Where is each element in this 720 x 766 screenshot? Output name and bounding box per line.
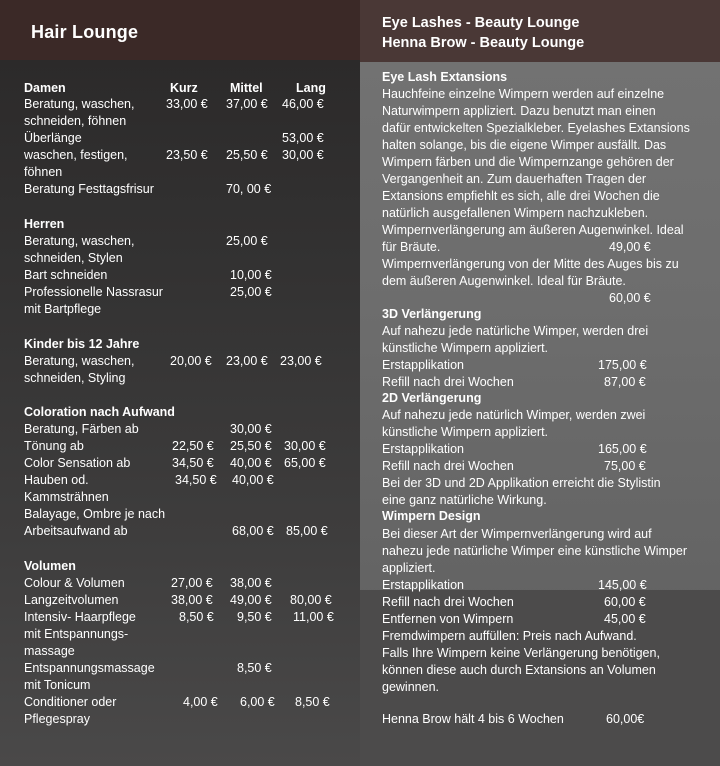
paragraph-line: Vergangenheit an. Zum dauerhaften Tragen der	[382, 172, 647, 186]
price-value: 45,00 €	[604, 612, 646, 626]
service-label: Color Sensation ab	[24, 456, 131, 470]
paragraph-line: künstliche Wimpern appliziert.	[382, 425, 549, 439]
price-mittel: 49,00 €	[230, 593, 272, 607]
2d-verlaengerung-heading: 2D Verlängerung	[382, 391, 482, 405]
eye-lashes-title: Eye Lashes - Beauty Lounge	[382, 15, 580, 31]
service-label: mit Entspannungs-	[24, 627, 129, 641]
price-lang: 80,00 €	[290, 593, 332, 607]
paragraph-line: dem äußeren Augenwinkel. Ideal für Bräute.	[382, 274, 626, 288]
col-lang: Lang	[296, 81, 326, 95]
paragraph-line: Naturwimpern appliziert. Dazu benutzt man einen	[382, 104, 656, 118]
price-mittel: 9,50 €	[237, 610, 272, 624]
paragraph-line: appliziert.	[382, 561, 436, 575]
price-value: 165,00 €	[598, 442, 647, 456]
paragraph-line: Bei der 3D und 2D Applikation erreicht die Stylistin	[382, 476, 661, 490]
paragraph-line: für Bräute.	[382, 240, 441, 254]
paragraph-line: künstliche Wimpern appliziert.	[382, 341, 549, 355]
volumen-heading: Volumen	[24, 559, 76, 573]
service-label: schneiden, Styling	[24, 371, 126, 385]
col-mittel: Mittel	[230, 81, 263, 95]
price-kurz: 34,50 €	[172, 456, 214, 470]
price-mittel: 25,00 €	[230, 285, 272, 299]
price-mittel: 70, 00 €	[226, 182, 272, 196]
service-label: mit Bartpflege	[24, 302, 102, 316]
service-label: Bart schneiden	[24, 268, 108, 282]
price-kurz: 23,50 €	[166, 148, 208, 162]
henna-brow-text: Henna Brow hält 4 bis 6 Wochen	[382, 712, 564, 726]
price-lang: 30,00 €	[284, 439, 326, 453]
paragraph-line: eine ganz natürliche Wirkung.	[382, 493, 547, 507]
price-value: 49,00 €	[609, 240, 651, 254]
price-mittel: 30,00 €	[230, 422, 272, 436]
paragraph-line: Extansions empfiehlt es sich, alle drei Wochen die	[382, 189, 660, 203]
paragraph-line: Bei dieser Art der Wimpernverlängerung wird auf	[382, 527, 652, 541]
price-row-label: Erstapplikation	[382, 358, 464, 372]
price-value: 175,00 €	[598, 358, 647, 372]
3d-verlaengerung-heading: 3D Verlängerung	[382, 307, 482, 321]
damen-heading: Damen	[24, 81, 66, 95]
service-label: Balayage, Ombre je nach	[24, 507, 166, 521]
service-label: Beratung, waschen,	[24, 97, 135, 111]
price-mittel: 40,00 €	[232, 473, 274, 487]
price-row-label: Erstapplikation	[382, 442, 464, 456]
service-label: mit Tonicum	[24, 678, 91, 692]
service-label: Langzeitvolumen	[24, 593, 119, 607]
paragraph-line: Auf nahezu jede natürliche Wimper, werden drei	[382, 324, 649, 338]
price-kurz: 20,00 €	[170, 354, 212, 368]
paragraph-line: Wimpernverlängerung von der Mitte des Auges bis zu	[382, 257, 679, 271]
price-kurz: 33,00 €	[166, 97, 208, 111]
service-label: Beratung Festtagsfrisur	[24, 182, 154, 196]
service-label: Beratung, Färben ab	[24, 422, 139, 436]
service-label: massage	[24, 644, 75, 658]
price-mittel: 10,00 €	[230, 268, 272, 282]
paragraph-line: natürlich ausgefallenen Wimpern nachzukleben.	[382, 206, 649, 220]
service-label: Professionelle Nassrasur	[24, 285, 163, 299]
price-mittel: 38,00 €	[230, 576, 272, 590]
service-label: schneiden, Stylen	[24, 251, 123, 265]
herren-heading: Herren	[24, 217, 65, 231]
service-label: Intensiv- Haarpflege	[24, 610, 136, 624]
price-row-label: Refill nach drei Wochen	[382, 375, 514, 389]
paragraph-line: halten solange, bis die eigene Wimper ausfällt. Das	[382, 138, 667, 152]
price-kurz: 22,50 €	[172, 439, 214, 453]
price-lang: 85,00 €	[286, 524, 328, 538]
price-value: 87,00 €	[604, 375, 646, 389]
price-kurz: 34,50 €	[175, 473, 217, 487]
price-lang: 23,00 €	[280, 354, 322, 368]
service-label: schneiden, föhnen	[24, 114, 127, 128]
paragraph-line: Auf nahezu jede natürlich Wimper, werden zwei	[382, 408, 646, 422]
service-label: Überlänge	[24, 131, 82, 145]
paragraph-line: können diese auch durch Extansions an Volumen	[382, 663, 656, 677]
price-value: 60,00 €	[604, 595, 646, 609]
service-label: Arbeitsaufwand ab	[24, 524, 128, 538]
price-lang: 11,00 €	[293, 610, 334, 624]
service-label: Colour & Volumen	[24, 576, 125, 590]
price-value: 145,00 €	[598, 578, 647, 592]
hair-lounge-title: Hair Lounge	[31, 22, 139, 42]
price-lang: 53,00 €	[282, 131, 324, 145]
service-label: Tönung ab	[24, 439, 84, 453]
price-mittel: 25,50 €	[230, 439, 272, 453]
eye-lash-extansions-heading: Eye Lash Extansions	[382, 70, 508, 84]
price-value: 60,00 €	[609, 291, 651, 305]
wimpern-design-heading: Wimpern Design	[382, 509, 481, 523]
service-label: Hauben od.	[24, 473, 89, 487]
price-lang: 30,00 €	[282, 148, 324, 162]
price-row-label: Refill nach drei Wochen	[382, 459, 514, 473]
service-label: Pflegespray	[24, 712, 91, 726]
price-mittel: 6,00 €	[240, 695, 275, 709]
paragraph-line: Fremdwimpern auffüllen: Preis nach Aufwand.	[382, 629, 637, 643]
price-lang: 8,50 €	[295, 695, 330, 709]
coloration-heading: Coloration nach Aufwand	[24, 405, 175, 419]
price-mittel: 8,50 €	[237, 661, 272, 675]
price-mittel: 25,00 €	[226, 234, 268, 248]
price-kurz: 8,50 €	[179, 610, 214, 624]
price-row-label: Refill nach drei Wochen	[382, 595, 514, 609]
paragraph-line: Falls Ihre Wimpern keine Verlängerung benötigen,	[382, 646, 660, 660]
service-label: Beratung, waschen,	[24, 354, 135, 368]
henna-brow-price: 60,00€	[606, 712, 645, 726]
price-kurz: 4,00 €	[183, 695, 218, 709]
paragraph-line: gewinnen.	[382, 680, 439, 694]
price-row-label: Entfernen von Wimpern	[382, 612, 514, 626]
col-kurz: Kurz	[170, 81, 198, 95]
paragraph-line: Wimpern färben und die Wimpernzange gehören der	[382, 155, 674, 169]
price-mittel: 25,50 €	[226, 148, 268, 162]
kinder-heading: Kinder bis 12 Jahre	[24, 337, 140, 351]
paragraph-line: Hauchfeine einzelne Wimpern werden auf einzelne	[382, 87, 665, 101]
price-mittel: 37,00 €	[226, 97, 268, 111]
service-label: Entspannungsmassage	[24, 661, 155, 675]
paragraph-line: nahezu jede natürliche Wimper eine künstliche Wimper	[382, 544, 688, 558]
price-mittel: 40,00 €	[230, 456, 272, 470]
price-lang: 65,00 €	[284, 456, 326, 470]
service-label: Beratung, waschen,	[24, 234, 135, 248]
price-mittel: 23,00 €	[226, 354, 268, 368]
service-label: waschen, festigen,	[24, 148, 128, 162]
price-kurz: 38,00 €	[171, 593, 213, 607]
service-label: Conditioner oder	[24, 695, 117, 709]
price-lang: 46,00 €	[282, 97, 324, 111]
price-value: 75,00 €	[604, 459, 646, 473]
price-kurz: 27,00 €	[171, 576, 213, 590]
henna-brow-title: Henna Brow - Beauty Lounge	[382, 35, 585, 51]
paragraph-line: dafür entwickelten Spezialkleber. Eyelashes Extansions	[382, 121, 690, 135]
price-row-label: Erstapplikation	[382, 578, 464, 592]
price-mittel: 68,00 €	[232, 524, 274, 538]
service-label: föhnen	[24, 165, 63, 179]
paragraph-line: Wimpernverlängerung am äußeren Augenwinkel. Ideal	[382, 223, 684, 237]
service-label: Kammsträhnen	[24, 490, 109, 504]
